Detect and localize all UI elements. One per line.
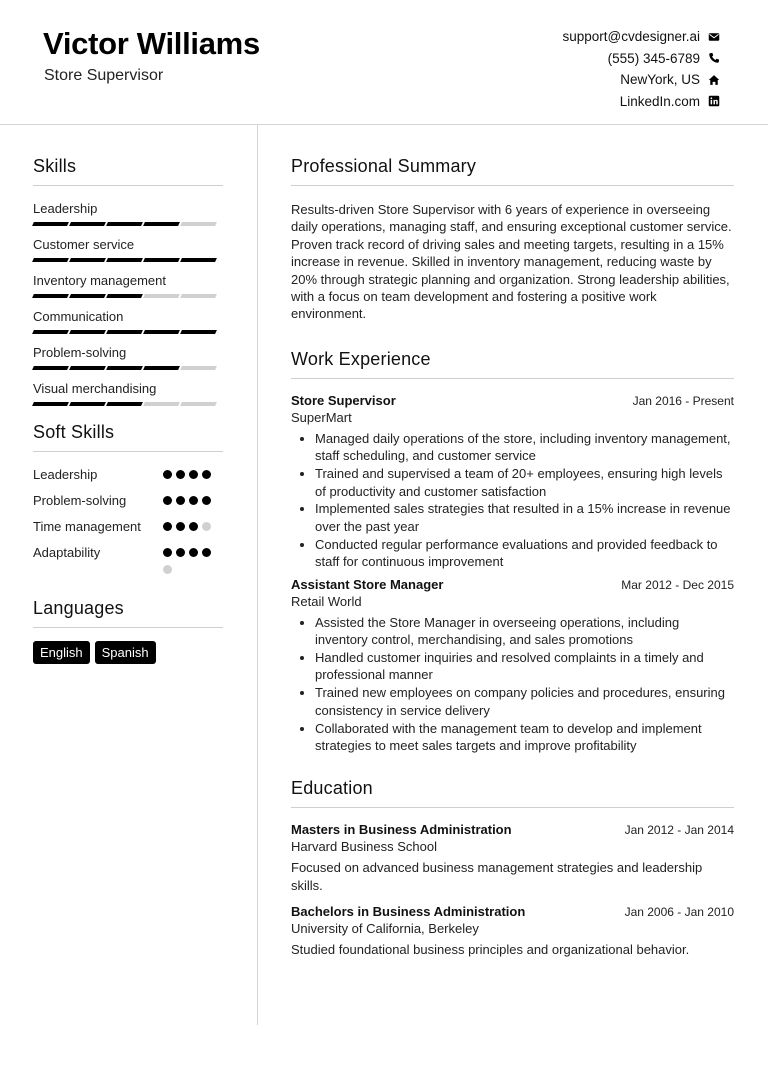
skill-item bbox=[33, 309, 223, 334]
column-divider bbox=[257, 125, 258, 1025]
rating-dot bbox=[202, 470, 211, 479]
skills-list bbox=[33, 201, 223, 406]
soft-skill-rating bbox=[163, 466, 223, 487]
education-description: Focused on advanced business management strategies and leadership skills. bbox=[291, 860, 703, 893]
skill-level-bar bbox=[33, 222, 223, 226]
skill-level-bar bbox=[33, 402, 223, 406]
rating-dot bbox=[202, 522, 211, 531]
skill-label: Visual merchandising bbox=[33, 381, 157, 396]
skill-level-segment bbox=[143, 402, 180, 406]
job-company: Retail World bbox=[291, 593, 362, 609]
skill-level-segment bbox=[32, 294, 69, 298]
contact-email-text[interactable]: support@cvdesigner.ai bbox=[562, 29, 700, 45]
job-bullet: • Handled customer inquiries and resolved complaints in a timely and professional manner bbox=[315, 649, 734, 684]
skill-level-segment bbox=[180, 222, 217, 226]
skill-item bbox=[33, 237, 223, 262]
skill-item bbox=[33, 381, 223, 406]
soft-skill-rating bbox=[163, 518, 223, 539]
languages-heading: Languages bbox=[33, 598, 223, 628]
soft-skill-rating bbox=[163, 544, 223, 582]
skill-level-segment bbox=[32, 330, 69, 334]
soft-skill-item bbox=[33, 466, 223, 487]
contact-linkedin-text[interactable]: LinkedIn.com bbox=[619, 93, 700, 109]
job-dates: Mar 2012 - Dec 2015 bbox=[621, 577, 734, 592]
job-bullets bbox=[291, 430, 734, 571]
soft-skills-list bbox=[33, 466, 223, 582]
job-company: SuperMart bbox=[291, 409, 352, 425]
skill-item bbox=[33, 201, 223, 226]
skills-heading: Skills bbox=[33, 156, 223, 186]
rating-dot bbox=[163, 522, 172, 531]
rating-dot bbox=[163, 565, 172, 574]
skill-level-segment bbox=[143, 366, 180, 370]
education-header bbox=[291, 822, 734, 837]
soft-skill-rating bbox=[163, 492, 223, 513]
job-bullet: • Collaborated with the management team to develop and implement strategies to meet sales targets and improve profitability bbox=[315, 720, 734, 755]
education-heading: Education bbox=[291, 778, 734, 808]
skill-level-segment bbox=[180, 330, 217, 334]
skill-level-segment bbox=[106, 294, 143, 298]
rating-dot bbox=[189, 548, 198, 557]
education-header bbox=[291, 904, 734, 919]
contact-email[interactable] bbox=[562, 26, 720, 48]
job-bullet: • Conducted regular performance evaluations and provided feedback to staff for continuous improvement bbox=[315, 536, 734, 571]
skill-level-segment bbox=[32, 222, 69, 226]
skill-level-segment bbox=[106, 366, 143, 370]
soft-skills-heading: Soft Skills bbox=[33, 422, 223, 452]
skill-level-segment bbox=[69, 366, 106, 370]
skill-level-segment bbox=[69, 258, 106, 262]
skill-label: Leadership bbox=[33, 201, 98, 216]
education-school: University of California, Berkeley bbox=[291, 921, 479, 937]
skill-level-segment bbox=[106, 402, 143, 406]
skill-level-segment bbox=[143, 330, 180, 334]
contact-phone[interactable] bbox=[562, 48, 720, 70]
soft-skill-label: Leadership bbox=[33, 467, 98, 482]
job-entry bbox=[291, 577, 734, 755]
contact-list bbox=[562, 26, 720, 112]
skill-level-segment bbox=[106, 258, 143, 262]
job-title: Assistant Store Manager bbox=[291, 576, 444, 592]
skill-level-bar bbox=[33, 258, 223, 262]
skill-level-segment bbox=[32, 402, 69, 406]
skill-level-segment bbox=[143, 222, 180, 226]
summary-heading: Professional Summary bbox=[291, 156, 734, 186]
rating-dot bbox=[189, 470, 198, 479]
skill-level-bar bbox=[33, 330, 223, 334]
job-bullet: • Assisted the Store Manager in overseeing operations, including inventory control, merchandising, and sales promotions bbox=[315, 614, 734, 649]
candidate-role: Store Supervisor bbox=[44, 67, 164, 84]
skill-level-segment bbox=[106, 222, 143, 226]
job-header bbox=[291, 577, 734, 592]
education-list bbox=[291, 822, 734, 958]
skill-level-segment bbox=[180, 294, 217, 298]
education-degree: Masters in Business Administration bbox=[291, 822, 512, 838]
skill-level-segment bbox=[143, 258, 180, 262]
contact-phone-text[interactable]: (555) 345-6789 bbox=[607, 50, 700, 66]
language-tag: English bbox=[33, 641, 90, 664]
rating-dot bbox=[176, 522, 185, 531]
job-header bbox=[291, 393, 734, 408]
soft-skill-label: Adaptability bbox=[33, 545, 101, 560]
skill-label: Communication bbox=[33, 309, 124, 324]
skill-level-segment bbox=[143, 294, 180, 298]
rating-dot bbox=[163, 496, 172, 505]
education-school: Harvard Business School bbox=[291, 839, 437, 855]
job-bullet: • Implemented sales strategies that resulted in a 15% increase in revenue over the past year bbox=[315, 500, 734, 535]
skill-level-bar bbox=[33, 294, 223, 298]
job-entry bbox=[291, 393, 734, 571]
skill-level-segment bbox=[69, 222, 106, 226]
skill-level-segment bbox=[69, 294, 106, 298]
skill-item bbox=[33, 273, 223, 298]
rating-dot bbox=[163, 470, 172, 479]
summary-text: Results-driven Store Supervisor with 6 years of experience in overseeing daily operations, managing staff, and ensuring exceptional customer service. Proven track record of driving sales and meeting targets, resulting in a 15% increase in revenue. Skilled in inventory management, reducing waste by 20% through strategic planning and organization. Strong leadership abilities, with a focus on team development and fostering a positive work environment. bbox=[291, 202, 732, 322]
home-icon bbox=[707, 73, 720, 86]
soft-skill-label: Time management bbox=[33, 519, 141, 534]
soft-skill-label: Problem-solving bbox=[33, 493, 127, 508]
rating-dot bbox=[189, 522, 198, 531]
skill-level-segment bbox=[32, 366, 69, 370]
soft-skill-item bbox=[33, 492, 223, 513]
candidate-name: Victor Williams bbox=[43, 26, 260, 61]
skill-label: Problem-solving bbox=[33, 345, 127, 360]
job-bullet: • Managed daily operations of the store, including inventory management, staff scheduling, and customer service bbox=[315, 430, 734, 465]
rating-dot bbox=[163, 548, 172, 557]
soft-skill-item bbox=[33, 518, 223, 539]
left-column bbox=[33, 156, 223, 664]
envelope-icon bbox=[707, 30, 720, 43]
rating-dot bbox=[176, 496, 185, 505]
resume-header bbox=[0, 0, 768, 125]
education-dates: Jan 2012 - Jan 2014 bbox=[624, 823, 734, 838]
job-bullet: • Trained new employees on company policies and procedures, ensuring consistency in service delivery bbox=[315, 684, 734, 719]
skill-level-segment bbox=[180, 258, 217, 262]
education-description: Studied foundational business principles and organizational behavior. bbox=[291, 942, 690, 958]
contact-location-text: NewYork, US bbox=[620, 72, 700, 88]
rating-dot bbox=[202, 496, 211, 505]
skill-level-bar bbox=[33, 366, 223, 370]
skill-level-segment bbox=[106, 330, 143, 334]
skill-label: Customer service bbox=[33, 237, 135, 252]
education-degree: Bachelors in Business Administration bbox=[291, 904, 526, 920]
education-dates: Jan 2006 - Jan 2010 bbox=[624, 905, 734, 920]
skill-level-segment bbox=[69, 330, 106, 334]
skill-level-segment bbox=[32, 258, 69, 262]
soft-skill-item bbox=[33, 544, 223, 582]
phone-icon bbox=[707, 52, 720, 65]
work-heading: Work Experience bbox=[291, 349, 734, 379]
contact-linkedin[interactable] bbox=[562, 91, 720, 113]
rating-dot bbox=[189, 496, 198, 505]
skill-item bbox=[33, 345, 223, 370]
rating-dot bbox=[176, 470, 185, 479]
skill-label: Inventory management bbox=[33, 273, 166, 288]
education-entry bbox=[291, 904, 734, 958]
education-entry bbox=[291, 822, 734, 894]
right-column bbox=[291, 156, 734, 959]
job-bullets bbox=[291, 614, 734, 755]
job-dates: Jan 2016 - Present bbox=[632, 393, 734, 408]
contact-location bbox=[562, 69, 720, 91]
skill-level-segment bbox=[69, 402, 106, 406]
work-list bbox=[291, 393, 734, 755]
rating-dot bbox=[176, 548, 185, 557]
languages-list bbox=[33, 641, 223, 664]
linkedin-icon bbox=[707, 95, 720, 108]
skill-level-segment bbox=[180, 402, 217, 406]
skill-level-segment bbox=[180, 366, 217, 370]
language-tag: Spanish bbox=[95, 641, 156, 664]
job-bullet: • Trained and supervised a team of 20+ employees, ensuring high levels of productivity and customer satisfaction bbox=[315, 465, 734, 500]
job-title: Store Supervisor bbox=[291, 392, 396, 408]
rating-dot bbox=[202, 548, 211, 557]
